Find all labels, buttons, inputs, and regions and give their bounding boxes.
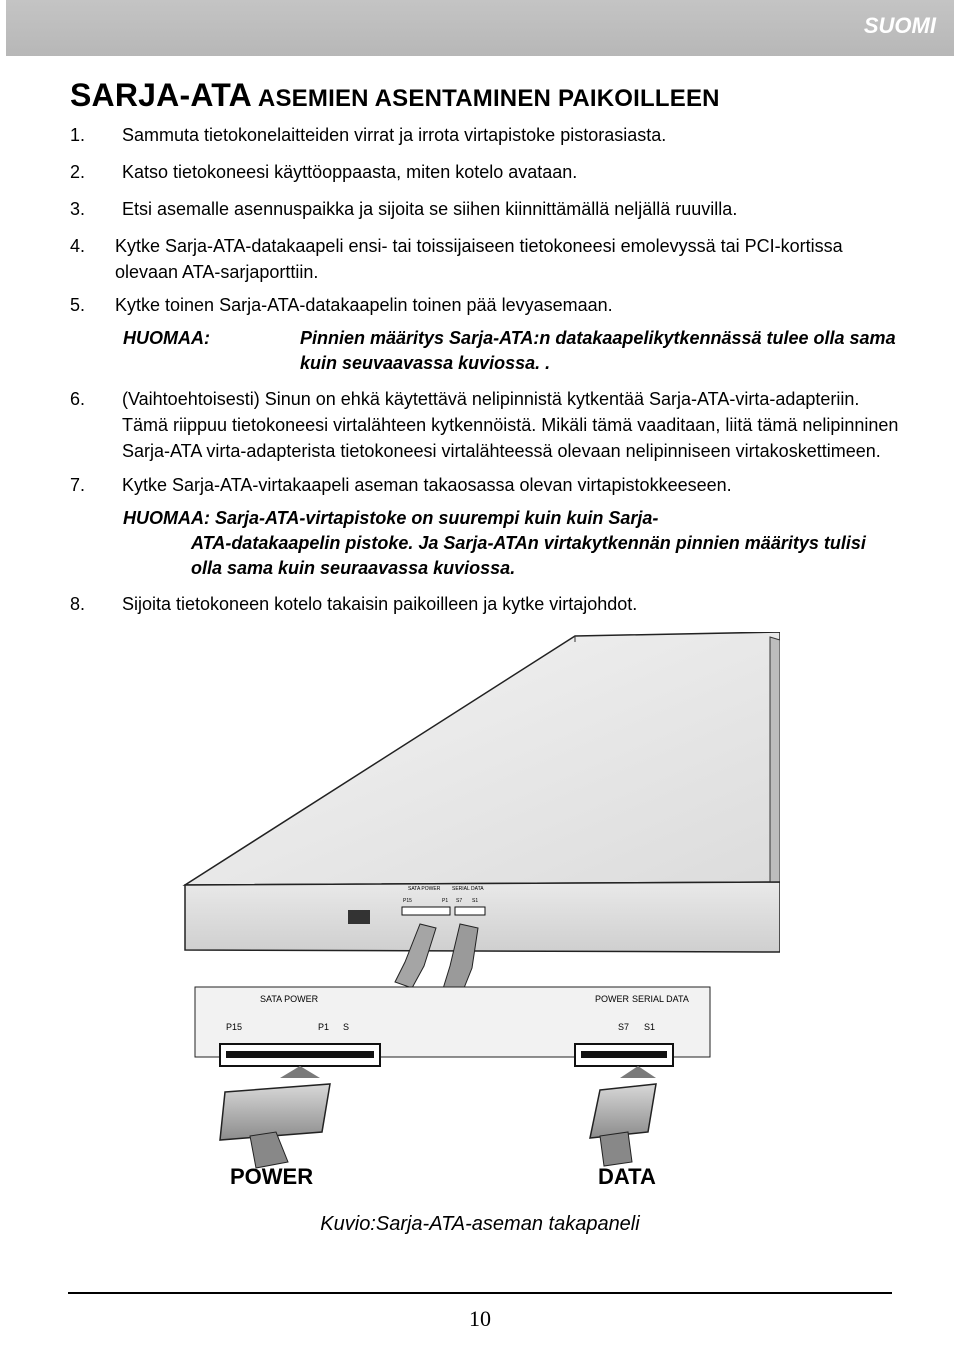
- note-power-connector: [123, 506, 900, 581]
- jumper-block: [348, 910, 370, 924]
- footer-divider: [68, 1292, 892, 1294]
- power-connector-label: POWER: [230, 1164, 314, 1189]
- step-number: 6.: [70, 389, 86, 409]
- small-s1-label: S1: [472, 898, 479, 904]
- step-7: [70, 472, 900, 498]
- small-data-port: [455, 907, 485, 915]
- zoom-data-port-slot: [581, 1051, 667, 1058]
- language-header-bar: [6, 0, 954, 56]
- step-number: 5.: [70, 295, 86, 315]
- step-text: Kytke Sarja-ATA-virtakaapeli aseman takaosassa olevan virtapistokkeeseen.: [122, 475, 732, 495]
- zoom-power-label: POWER: [595, 994, 630, 1004]
- step-text: Kytke toinen Sarja-ATA-datakaapelin toinen pää levyasemaan.: [115, 295, 613, 315]
- step-4: [70, 233, 900, 285]
- data-plug: [590, 1084, 656, 1138]
- step-text: Kytke Sarja-ATA-datakaapeli ensi- tai toissijaiseen tietokoneesi emolevyssä tai PCI-kortissa olevaan ATA-sarjaporttiin.: [115, 236, 843, 282]
- zoom-p1-label: P1: [318, 1022, 330, 1032]
- step-3: [70, 196, 900, 222]
- power-plug-arrow: [280, 1066, 320, 1078]
- step-number: 7.: [70, 475, 86, 495]
- small-power-port: [402, 907, 450, 915]
- step-6: [70, 386, 900, 464]
- step-number: 2.: [70, 162, 86, 182]
- small-p1-label: P1: [442, 898, 449, 904]
- note-first-line: HUOMAA: Sarja-ATA-virtapistoke on suurempi kuin kuin Sarja-: [123, 508, 659, 528]
- note-pin-assignment: [123, 326, 900, 376]
- sata-drive-illustration: [180, 632, 780, 1192]
- step-text: (Vaihtoehtoisesti) Sinun on ehkä käytettävä nelipinnistä kytkentää Sarja-ATA-virta-adapteriin. Tämä riippuu tietokoneesi virtalähteen kytkennöistä. Mikäli tämä vaaditaan, liitä tämä nelipinninen Sarja-ATA virta-adapterista tietokoneesi virtalähteessä olevaan nelipinniseen virtakoskettimeen.: [122, 389, 899, 461]
- instructions: [70, 122, 900, 617]
- title-rest: ASEMIEN ASENTAMINEN PAIKOILLEEN: [251, 85, 720, 112]
- small-sata-power-label: SATA POWER: [408, 886, 441, 892]
- language-label: SUOMI: [863, 13, 936, 38]
- note-label: HUOMAA:: [123, 328, 210, 348]
- data-plug-arrow: [620, 1066, 656, 1078]
- zoom-s-label: S: [343, 1022, 350, 1032]
- power-plug: [220, 1084, 330, 1140]
- data-cable: [600, 1132, 632, 1166]
- step-number: 8.: [70, 594, 86, 614]
- note-continuation: ATA-datakaapelin pistoke. Ja Sarja-ATAn virtakytkennän pinnien määritys tulisi olla sama kuin seuraavassa kuviossa.: [191, 533, 866, 578]
- step-2: [70, 159, 900, 185]
- small-s7-label: S7: [456, 898, 463, 904]
- zoom-s7-label: S7: [618, 1022, 630, 1032]
- step-1: [70, 122, 900, 148]
- step-number: 3.: [70, 199, 86, 219]
- drive-back-panel: [185, 882, 780, 952]
- step-text: Katso tietokoneesi käyttöoppaasta, miten kotelo avataan.: [122, 162, 578, 182]
- zoom-s1-label: S1: [644, 1022, 656, 1032]
- zoom-serial-data-label: SERIAL DATA: [632, 994, 689, 1004]
- drive-top-surface: [185, 632, 780, 885]
- small-p15-label: P15: [403, 898, 412, 904]
- zoom-sata-power-label: SATA POWER: [260, 994, 319, 1004]
- page-title: [70, 77, 720, 114]
- small-serial-data-label: SERIAL DATA: [452, 886, 484, 892]
- step-5: [70, 292, 900, 318]
- page-number: 10: [469, 1306, 491, 1331]
- step-8: [70, 591, 900, 617]
- step-text: Sammuta tietokonelaitteiden virrat ja irrota virtapistoke pistorasiasta.: [122, 125, 667, 145]
- sata-drive-figure: [180, 632, 780, 1192]
- figure-caption: Kuvio:Sarja-ATA-aseman takapaneli: [320, 1213, 640, 1235]
- step-text: Sijoita tietokoneen kotelo takaisin paikoilleen ja kytke virtajohdot.: [122, 594, 638, 614]
- power-cable-bundle: [250, 1132, 288, 1168]
- step-number: 1.: [70, 125, 86, 145]
- title-prefix: SARJA-ATA: [70, 77, 252, 113]
- data-connector-label: DATA: [598, 1164, 656, 1189]
- step-text: Etsi asemalle asennuspaikka ja sijoita se siihen kiinnittämällä neljällä ruuvilla.: [122, 199, 738, 219]
- step-number: 4.: [70, 236, 86, 256]
- note-text: Pinnien määritys Sarja-ATA:n datakaapelikytkennässä tulee olla sama kuin seuvaavassa kuviossa. .: [300, 328, 896, 373]
- zoom-power-port-slot: [226, 1051, 374, 1058]
- zoom-p15-label: P15: [226, 1022, 243, 1032]
